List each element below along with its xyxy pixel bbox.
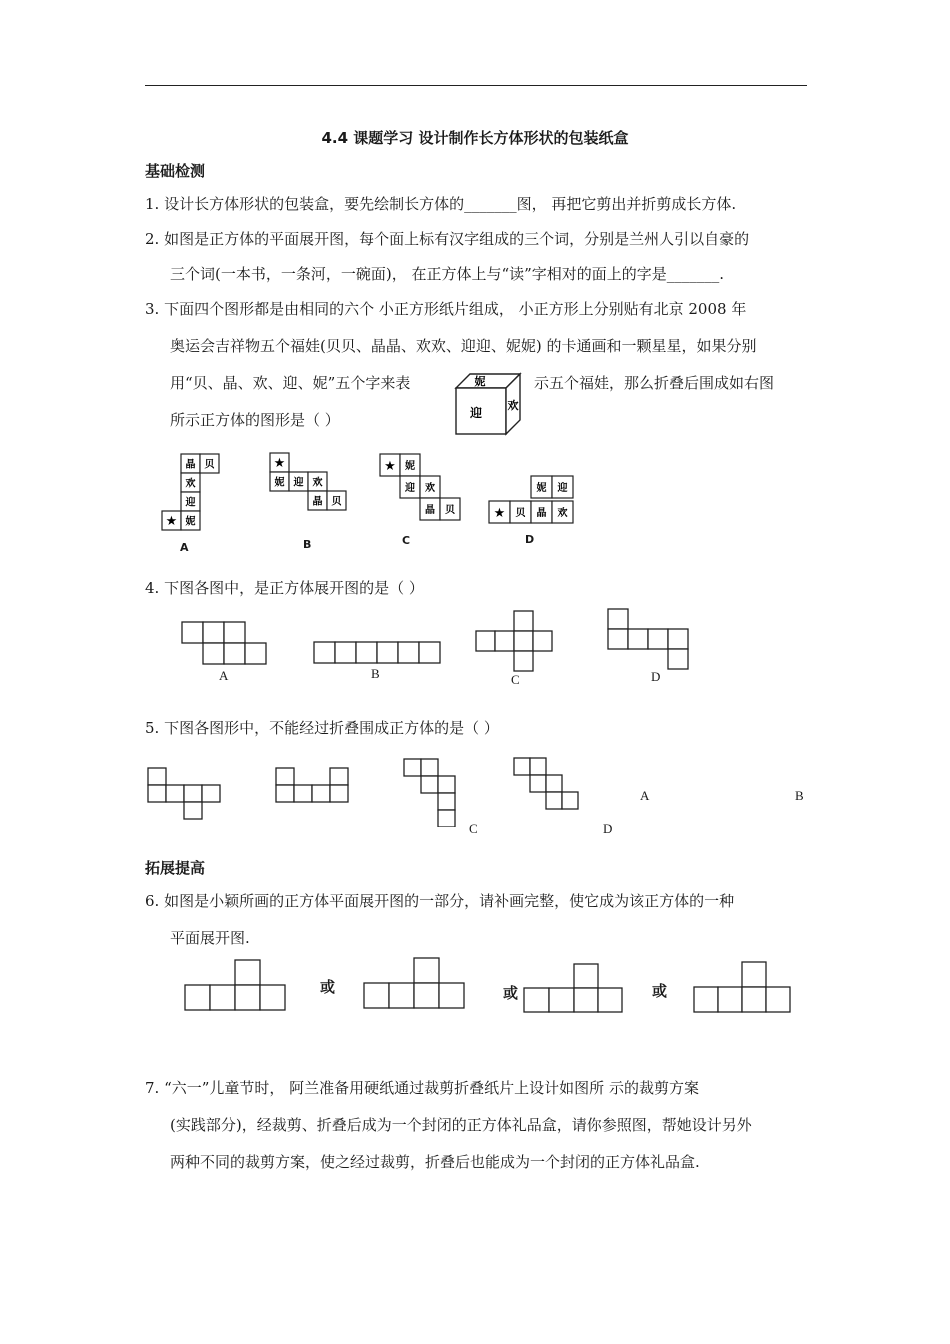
q4-label-c: C bbox=[511, 672, 520, 687]
question-6-line-1: 6. 如图是小颖所画的正方体平面展开图的一部分，请补画完整，使它成为该正方体的一种 bbox=[145, 892, 735, 910]
section-extend: 拓展提高 bbox=[145, 859, 206, 877]
question-3-line-2: 奥运会吉祥物五个福娃(贝贝、晶晶、欢欢、迎迎、妮妮) 的卡通画和一颗星星，如果分别 bbox=[170, 337, 757, 355]
or-label-1: 或 bbox=[320, 978, 336, 996]
q3a-cell-6: 妮 bbox=[185, 516, 196, 528]
question-2-line-1: 2. 如图是正方体的平面展开图，每个面上标有汉字组成的三个词，分别是兰州人引以自豪的 bbox=[145, 230, 750, 248]
section-basic: 基础检测 bbox=[145, 162, 206, 180]
q3a-star: ★ bbox=[165, 514, 178, 529]
q3b-cell-6: 贝 bbox=[331, 496, 342, 508]
q5-label-c: C bbox=[469, 821, 478, 836]
q3-option-b-net bbox=[268, 451, 354, 515]
q6-figure-1 bbox=[183, 958, 289, 1014]
q3c-cell-6: 贝 bbox=[445, 505, 455, 516]
q3d-cell-1: 妮 bbox=[536, 483, 547, 494]
q3d-star: ★ bbox=[493, 506, 506, 521]
q3-option-a-net bbox=[160, 452, 230, 534]
q4-label-b: B bbox=[371, 666, 380, 681]
q3d-cell-5: 晶 bbox=[536, 508, 547, 519]
cube-right-label: 欢 bbox=[507, 399, 519, 412]
or-label-3: 或 bbox=[652, 982, 668, 1000]
q5-label-d: D bbox=[603, 821, 613, 836]
q3a-cell-3: 欢 bbox=[185, 478, 196, 490]
q3-label-d: D bbox=[525, 533, 535, 546]
q3d-cell-2: 迎 bbox=[557, 483, 568, 494]
q4-label-d: D bbox=[651, 669, 661, 684]
q5-figure-4 bbox=[512, 756, 580, 812]
q3d-cell-4: 贝 bbox=[515, 508, 526, 519]
cube-figure bbox=[450, 368, 526, 440]
q3b-cell-5: 晶 bbox=[312, 496, 323, 508]
question-7-line-3: 两种不同的裁剪方案，使之经过裁剪，折叠后也能成为一个封闭的正方体礼品盒. bbox=[170, 1153, 700, 1171]
q3c-cell-4: 欢 bbox=[425, 483, 435, 494]
q3a-cell-4: 迎 bbox=[185, 497, 196, 509]
cube-front-label: 迎 bbox=[469, 406, 483, 420]
q6-figure-3 bbox=[522, 962, 626, 1018]
question-7-line-1: 7. “六一”儿童节时， 阿兰准备用硬纸通过裁剪折叠纸片上设计如图所 示的裁剪方案 bbox=[145, 1079, 699, 1097]
q3a-cell-1: 晶 bbox=[185, 459, 196, 471]
q3b-cell-2: 妮 bbox=[274, 477, 285, 489]
q3-label-a: A bbox=[180, 541, 189, 554]
question-1: 1. 设计长方体形状的包装盒，要先绘制长方体的_______图， 再把它剪出并折剪成长方体. bbox=[145, 195, 737, 213]
q3c-cell-3: 迎 bbox=[405, 483, 415, 494]
q6-figure-4 bbox=[692, 960, 796, 1016]
q3-label-b: B bbox=[303, 538, 312, 551]
q5-label-a: A bbox=[640, 788, 650, 803]
q5-figure-1 bbox=[146, 766, 222, 822]
question-6-line-2: 平面展开图. bbox=[170, 929, 250, 947]
q4-option-a-net bbox=[180, 620, 272, 666]
q5-label-b: B bbox=[795, 788, 804, 803]
question-5: 5. 下图各图形中，不能经过折叠围成正方体的是（ ） bbox=[145, 719, 499, 737]
page-title: 4.4 课题学习 设计制作长方体形状的包装纸盒 bbox=[321, 129, 629, 147]
q6-figure-2 bbox=[362, 956, 468, 1012]
or-label-2: 或 bbox=[503, 984, 519, 1002]
question-3-line-4: 所示正方体的图形是（ ） bbox=[170, 411, 340, 429]
q3b-cell-4: 欢 bbox=[312, 477, 323, 489]
question-7-line-2: (实践部分)，经裁剪、折叠后成为一个封闭的正方体礼品盒，请你参照图，帮她设计另外 bbox=[170, 1116, 752, 1134]
question-3-line-3a: 用“贝、晶、欢、迎、妮”五个字来表 bbox=[170, 374, 411, 392]
q4-option-d-net bbox=[606, 607, 712, 671]
q4-label-a: A bbox=[219, 668, 229, 683]
q3b-star: ★ bbox=[273, 456, 286, 471]
q3b-cell-3: 迎 bbox=[293, 477, 304, 489]
header-rule bbox=[145, 85, 807, 86]
q3-label-c: C bbox=[402, 534, 411, 547]
question-2-line-2: 三个词(一本书，一条河，一碗面)， 在正方体上与“读”字相对的面上的字是_______. bbox=[170, 265, 725, 283]
q5-figure-2 bbox=[274, 766, 350, 804]
question-4: 4. 下图各图中，是正方体展开图的是（ ） bbox=[145, 579, 424, 597]
question-3-line-1: 3. 下面四个图形都是由相同的六个 小正方形纸片组成， 小正方形上分别贴有北京 2008 年 bbox=[145, 300, 747, 318]
question-3-line-3b: 示五个福娃，那么折叠后围成如右图 bbox=[534, 374, 775, 392]
q5-figure-3 bbox=[402, 757, 476, 827]
q3c-cell-5: 晶 bbox=[425, 505, 435, 516]
q4-option-b-net bbox=[312, 640, 442, 666]
q4-option-c-net bbox=[474, 609, 558, 677]
q3c-cell-2: 妮 bbox=[405, 461, 415, 472]
cube-top-label: 妮 bbox=[474, 375, 486, 388]
q3-option-c-net bbox=[378, 452, 468, 528]
q3d-cell-6: 欢 bbox=[557, 508, 568, 519]
q3c-star: ★ bbox=[384, 459, 396, 474]
q3-option-d-net bbox=[487, 474, 579, 526]
q3a-cell-2: 贝 bbox=[204, 459, 215, 471]
